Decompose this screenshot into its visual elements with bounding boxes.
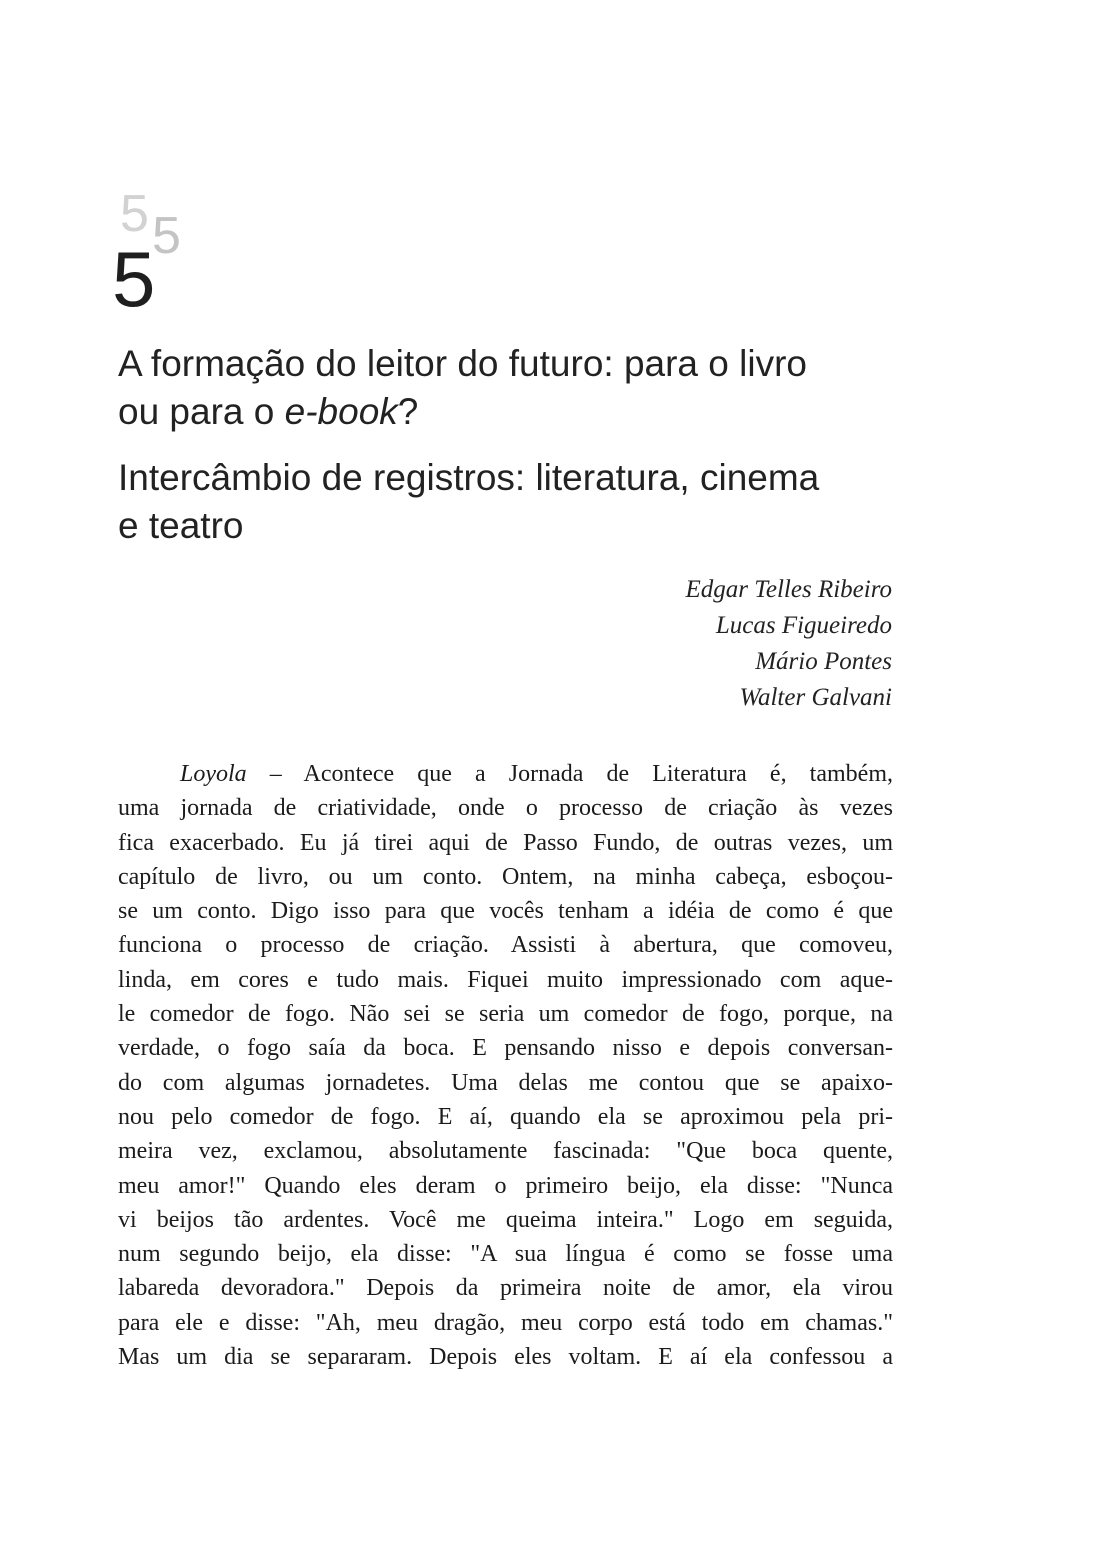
body-line: linda, em cores e tudo mais. Fiquei muito impressionado com aque- bbox=[118, 966, 893, 993]
chapter-numeral: 5 bbox=[112, 235, 156, 323]
author-name: Walter Galvani bbox=[739, 684, 892, 711]
chapter-title-1-line-2-start: ou para o bbox=[118, 391, 285, 432]
body-line: meira vez, exclamou, absolutamente fascinada: "Que boca quente, bbox=[118, 1138, 893, 1165]
chapter-number bbox=[112, 185, 202, 323]
body-line: capítulo de livro, ou um conto. Ontem, na minha cabeça, esboçou- bbox=[118, 863, 893, 890]
chapter-title-1-line-2-end: ? bbox=[397, 391, 419, 432]
author-name: Mário Pontes bbox=[755, 648, 892, 675]
body-line: vi beijos tão ardentes. Você me queima inteira." Logo em seguida, bbox=[118, 1206, 893, 1233]
chapter-title-1 bbox=[118, 340, 918, 436]
body-line: labareda devoradora." Depois da primeira noite de amor, ela virou bbox=[118, 1275, 893, 1302]
body-line: Mas um dia se separaram. Depois eles voltam. E aí ela confessou a bbox=[118, 1344, 893, 1371]
body-line: uma jornada de criatividade, onde o processo de criação às vezes bbox=[118, 795, 893, 822]
chapter-title-2-line-2: e teatro bbox=[118, 505, 244, 546]
chapter-title-2-line-1: Intercâmbio de registros: literatura, cinema bbox=[118, 457, 820, 498]
chapter-numeral-ghost-small: 5 bbox=[120, 185, 149, 243]
chapter-titles bbox=[118, 340, 918, 550]
body-line: nou pelo comedor de fogo. E aí, quando ela se aproximou pela pri- bbox=[118, 1103, 893, 1130]
body-paragraph bbox=[118, 757, 893, 1374]
author-name: Edgar Telles Ribeiro bbox=[685, 576, 892, 603]
body-line: do com algumas jornadetes. Uma delas me contou que se apaixo- bbox=[118, 1069, 893, 1096]
author-list bbox=[686, 572, 892, 716]
body-line: funciona o processo de criação. Assisti à abertura, que comoveu, bbox=[118, 932, 893, 959]
body-line: verdade, o fogo saía da boca. E pensando nisso e depois conversan- bbox=[118, 1035, 893, 1062]
body-line: se um conto. Digo isso para que vocês tenham a idéia de como é que bbox=[118, 898, 893, 925]
body-line: fica exacerbado. Eu já tirei aqui de Passo Fundo, de outras vezes, um bbox=[118, 829, 893, 856]
body-line: meu amor!" Quando eles deram o primeiro beijo, ela disse: "Nunca bbox=[118, 1172, 893, 1199]
chapter-title-1-line-1: A formação do leitor do futuro: para o livro bbox=[118, 343, 807, 384]
chapter-title-2 bbox=[118, 454, 918, 550]
body-line: Loyola – Acontece que a Jornada de Literatura é, também, bbox=[180, 761, 893, 787]
body-line: le comedor de fogo. Não sei se seria um comedor de fogo, porque, na bbox=[118, 1001, 893, 1028]
chapter-numeral-ghost-medium: 5 bbox=[152, 207, 181, 265]
chapter-title-1-ebook: e-book bbox=[284, 391, 398, 432]
author-name: Lucas Figueiredo bbox=[715, 612, 892, 639]
body-line: num segundo beijo, ela disse: "A sua língua é como se fosse uma bbox=[118, 1241, 893, 1268]
body-line: para ele e disse: "Ah, meu dragão, meu corpo está todo em chamas." bbox=[118, 1309, 893, 1336]
speaker-name: Loyola bbox=[180, 761, 247, 787]
